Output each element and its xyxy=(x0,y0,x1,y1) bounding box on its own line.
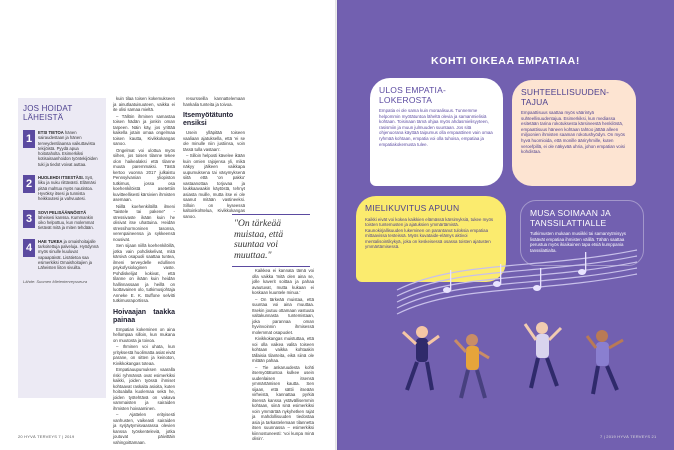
tip-lead: ETSI TIETOA xyxy=(38,130,64,135)
bubble-title: MUSA SOIMAAN JA TANSSILATTIALLE xyxy=(530,208,611,228)
page-folio-right: 7 | 2019 HYVÄ TERVEYS 21 xyxy=(600,434,657,439)
tip-item xyxy=(23,210,101,231)
paragraph: – Tällöin ihminen samastaa toisen hädän ja jonkin oman tarpeen. Näin käy, jos yrittää kaikella jotain omaa ongelmaa toisen kautta, Kivikkokangas sanoo. xyxy=(113,113,175,146)
bubble-title: MIELIKUVITUS APUUN xyxy=(365,203,460,213)
paragraph: – Ihminen voi uhata, kun yrityksestä huolimatta asiat eivät parane, on sitten ja keinoton, Kivikkokangas toteaa. xyxy=(113,344,175,366)
right-page-title: KOHTI OIKEAA EMPATIAA! xyxy=(431,55,580,67)
paragraph: Ongelmat voi ulottua myös siihen, jos toisen tilanne tekee olon haikealaksi että tilanne muuta paremmaksi. Tästä kertoo vuonna 2017 julkaistu Pennsylvanian yliopiston tutkimus, jossa osa koehenkilöistä asetettiin kuvitteellisesti kärsivien ihmisten asemaan. xyxy=(113,147,175,202)
tip-number: 3 xyxy=(23,210,35,228)
paragraph: Empatian kokeminen on aina hellompaa silloin, kun mukana on muutosta ja toivoa. xyxy=(113,326,175,343)
pull-quote: "On tärkeää muistaa, että suuntaa voi muuttaa." xyxy=(232,214,310,267)
tip-number: 1 xyxy=(23,130,35,148)
tip-text: Syö, liiku ja nuku riittävästi. Ellämäsi pitää mahtua myös nautintoa. Hyvöksy itsesi ja tunnista heikkoutesi ja vahvuutesi. xyxy=(38,175,96,202)
bubble-body: Tutkimusten mukaan musiikki tai samanrytmisyys lisäävät empatiaa ihmisten välillä. Tähän saattaa perustua myös ikiaikainen tapa etsiä kumppania tanssilattialta. xyxy=(530,231,626,253)
tip-lead: HUOLEHDI ITSESTÄSI. xyxy=(38,175,84,181)
dancer-figure-3 xyxy=(525,322,561,388)
tip-item xyxy=(23,175,101,201)
paragraph: – Ajattelen erityisesti vanhusten, vaikeasti sairaiden ja syrjäytymisvaarassa olevien kanssa työskenteleviä, jotka joutuvat päivittäin vahingoittamaan. xyxy=(113,412,175,445)
paragraph: – On tärkeää muistaa, että suuntaa voi aina muuttaa. Itsekin joutuu ottamaan vastuuta valtakunnasta tuntemistaan, joka parannaa oman hyvinvoinnin ihmisessä molemmat osapuolet. xyxy=(252,296,314,335)
music-staff xyxy=(397,250,637,314)
bubble-body: Empaattisuus saattaa myös väärintyä suhteellisuudentajua. Esimerkiksi, kun mediassa esitetään tarina rokotuksesta kärsineestä henkilöstä, empaattisuus häneen kohtaan tahtoo jättää alleen miljoonien ihmisten saaman rokotushyödyn. On myös hyvä huomioida, että monille ääriryhmille, kuten veroefpillä, ei ole näkyvää uhria, johon empatian voisi kohdistaa. xyxy=(521,110,625,155)
page-folio-left: 20 HYVÄ TERVEYS 7 | 2019 xyxy=(18,434,75,439)
subheading: Itsemyötätunto ensiksi xyxy=(183,112,234,127)
paragraph: Usein ylläpitää toiseen vaaliaan ajatuksella, että 'ei se ole minulle niin justiinsa, voin tässä tulla vastaan'. xyxy=(183,130,245,152)
tip-text: hänen sairaudestaan ja hänen terveydentilaansa vaikuttavista tekijöistä. Pyydä apua hoitotaholta. Esimerkiksi kotisairaanhoidon työntekijöiden tuki ja tiedot voivat auttaa. xyxy=(38,130,98,167)
paragraph: – Tie ankaruudesta kohti itsemyötätuntoa kulkee usein uudenlaisen itsensä ymmärtämisen kautta. Sen sijaan, että sättii itseään virheistä, kannattaa pyrkiä itsensä kanssa ystävällisemmin kohtaan, siinä sinä esimerkiksi voin ymmärtää nykyhetken rajat ja mahdollisuuden tiedostaa asia ja tarkastelemaan tilannetta itsen suunnassa – esimerkiksi kiinnostuneesti: 'voi kunpa minä olisin'. xyxy=(252,364,314,441)
tip-lead: HAE TUKEA xyxy=(38,238,63,244)
bubble-body: Kaikki eivät voi kokea kaikkien elämässä kärsimyksiä, tukee myös toisten tuntemusten ja ajatuksien ymmärtämistä. Kaunokirjallisuuden lukeminen on parantanut tuloksia empatiaa mittaavissa testeissä. Myös kuvataide-elämys aktivoi mentalisointikykyä, joka on keskeisessä osassa toisten ajatusten ymmärtämisessä. xyxy=(365,216,494,250)
tip-text: ja omaishoitajalle tarkoitettuja palveluja. Hyödynnä myös sinulle kuuluvat vapaapäivät. Lisätietoa saa esimerkiksi Omaishoitajien ja Läheisten liiton sivuilta. xyxy=(38,238,99,271)
paragraph: kuin tilaa toisen kokemukseen ja ainutlaatuisuuteen, vaikka ei ite olisi samaa mieltä. xyxy=(113,96,175,112)
tip-item xyxy=(23,130,101,167)
bubble-title: ULOS EMPATIA-LOKEROSTA xyxy=(379,85,446,105)
article-column-1 xyxy=(113,96,175,446)
tips-sidebar xyxy=(18,98,106,398)
paragraph: Kaikkea ei kannata tämä voi olla vaikka 'mitä olen aina se, jolle kaverit soittaa ja pahaa avautuvat, mutta kukaan ei koskaan kuuntele minua.' xyxy=(252,268,314,295)
paragraph: Niillä koehenkilöillä ilmeni "taistele tai pakene" -stressivaste ikään kuin he olisivat itse uhattuina. Heidän stressihormoninen tasonsa, verenpaineensa ja sykkeensä nousivat. xyxy=(113,203,175,242)
tip-number: 2 xyxy=(23,175,35,193)
speech-bubble-proportion xyxy=(512,80,636,186)
dancer-figure-4 xyxy=(587,330,623,394)
article-column-2 xyxy=(183,96,245,220)
tip-number: 4 xyxy=(23,239,35,257)
dancer-figure-2 xyxy=(455,334,489,398)
sidebar-title: JOS HOIDAT LÄHEISTÄ xyxy=(23,104,73,122)
dancer-figure-1 xyxy=(403,326,439,390)
paragraph: Sen sijaan niillä koehenkilöillä, jotka vain pohdiskelivat, mitä kärsivä osapuoli saattaa tuntea, ilmeni terveydelle edullinen psykofysiologinen vaste. Pohdiskelijat kokivat, että tilanne on ikään kuin heidän hallinnassaan ja heillä on luottavainen olo, tutkimusjohtaja Anneke E. K. Buffone selvitti tutkimusraportissa. xyxy=(113,243,175,303)
paragraph: Empatiauupumuksen vaaralla riski ryhmänsä ovat esimerkiksi kaikki, joiden työssä ihmiset kohtaavat raskaita asioita, kuten hoitoalalla kuolemaa sekä he, joiden työtehtävä on vakava vammaisten ja sairaiden ihmisten hoivaaminen. xyxy=(113,367,175,411)
speech-bubble-empathy-box xyxy=(370,78,503,186)
tip-item xyxy=(23,239,101,271)
subheading: Hoivaajan taakka painaa xyxy=(113,308,175,324)
paragraph: resursseilla kannattelemaan hankalia tunteita ja toivoa. xyxy=(183,96,245,107)
paragraph: Kivikkokangas muistuttaa, että voi olla vaikea valita toiseen kohtaan vaikka kohtaakin tällaisia tilanteita, eikä siinä ole mitään pahaa. xyxy=(252,336,314,363)
dancing-people-illustration xyxy=(337,240,674,440)
bubble-body: Empatia ei ole sama kuin moraalisuus. Tunnemme helpommin myötätuntoa läheltä olevia ja samanmielisiä kohtaan. Toisinaan tämä ohjaa myös ahdasmielisyyteen, rasismiin ja muun julmuuden suuntaan. Jos sitä ohjenuorana käyttää taipumus olla empaattinen vain omaa ryhmää kohtaan, empatia voi olla tuhoisa, empatiaa ja empatiakokemusta tulee. xyxy=(379,108,493,147)
tip-text: läheisesi kanssa. Kummankin oiko helpottuu, kun molemmat tietävät mitä ja miten tehdään. xyxy=(38,214,94,231)
tip-lead: SOVI PELISÄÄNNÖISTÄ xyxy=(38,209,87,215)
article-column-3 xyxy=(252,268,314,443)
bubble-title: SUHTEELLISUUDEN-TAJUA xyxy=(521,87,610,107)
paragraph: – Silloin helposti kävelee ikään kuin omien rajojensa yli, mikä näkyy jälkeen vaikkapa uupumuksena tai väsymyksenä siitä että 'on pakko' vastaanottaa torjuvaa ja loukkaavaakin käytöstä, tehnyt asiasta muille, mutta itse ei ole saanut mitään vastineeksi. Silloin on kyseessä kaltoinkohtelua, Kivikkokangas sanoo. xyxy=(183,153,245,219)
sidebar-source: Lähde: Suomen Mielenterveysseura xyxy=(23,278,88,284)
